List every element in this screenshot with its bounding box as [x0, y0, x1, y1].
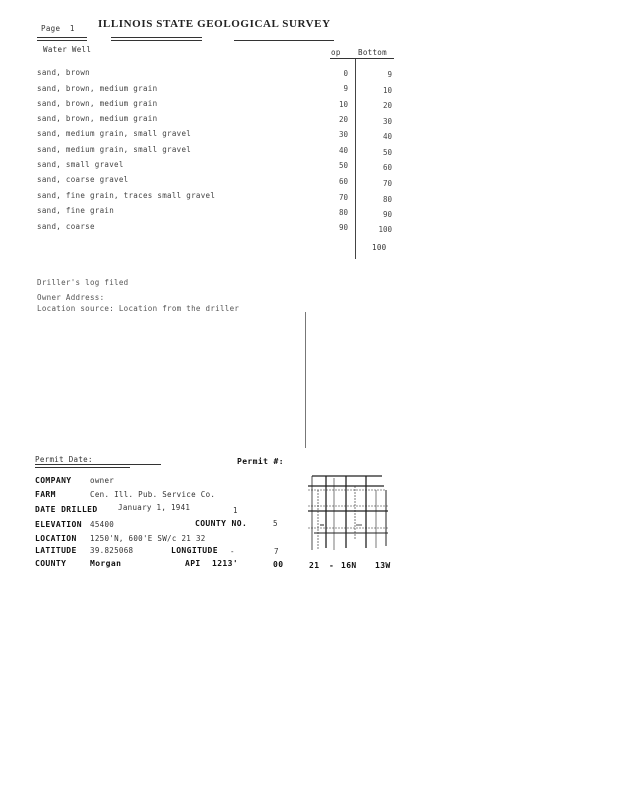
strata-bottom: 80 [382, 195, 392, 204]
longitude-value: - [230, 547, 235, 556]
drillers-log-note: Driller's log filed [37, 278, 129, 287]
farm-label: FARM [35, 490, 56, 499]
date-drilled-label: DATE DRILLED [35, 505, 98, 514]
strata-top: 80 [338, 208, 348, 217]
date-drilled-value: January 1, 1941 [118, 503, 191, 512]
elevation-label: ELEVATION [35, 520, 82, 529]
page-label: Page 1 [41, 24, 75, 33]
strata-bottom: 50 [382, 148, 392, 157]
company-label: COMPANY [35, 476, 72, 485]
strata-desc: sand, coarse [37, 222, 95, 231]
strata-top: 60 [338, 177, 348, 186]
well-type: Water Well [43, 45, 92, 54]
section-dash: - [329, 561, 335, 570]
strata-top: 30 [338, 130, 348, 139]
strata-bottom: 20 [382, 101, 392, 110]
strata-top: 70 [338, 193, 348, 202]
strata-bottom: 10 [382, 86, 392, 95]
location-label: LOCATION [35, 534, 77, 543]
county-label: COUNTY [35, 559, 67, 568]
location-value: 1250'N, 600'E SW/c 21 32 [90, 534, 206, 543]
range: 13W [375, 561, 391, 570]
api-label: API [185, 559, 201, 568]
strata-desc: sand, medium grain, small gravel [37, 129, 192, 138]
strata-top: 90 [338, 223, 348, 232]
latitude-value: 39.825068 [90, 546, 134, 555]
strata-desc: sand, small gravel [37, 160, 124, 169]
latitude-label: LATITUDE [35, 546, 77, 555]
strata-desc: sand, brown, medium grain [37, 114, 158, 123]
column-header-rule [330, 58, 394, 59]
location-source-note: Location source: Location from the driller [37, 304, 240, 313]
page-number: 1 [69, 24, 75, 33]
farm-value: Cen. Ill. Pub. Service Co. [90, 490, 216, 499]
owner-address-note: Owner Address: [37, 293, 105, 302]
section-location-map [306, 470, 398, 552]
strata-bottom: 9 [387, 70, 392, 79]
permit-date-label: Permit Date: [35, 455, 93, 464]
strata-top: 20 [338, 115, 348, 124]
strata-top: 10 [338, 100, 348, 109]
strata-desc: sand, coarse gravel [37, 175, 129, 184]
column-divider-lower [305, 312, 306, 448]
strata-bottom: 70 [382, 179, 392, 188]
strata-bottom: 100 [378, 225, 392, 234]
township: 16N [341, 561, 357, 570]
permit-number-label: Permit #: [237, 457, 284, 466]
strata-top: 50 [338, 161, 348, 170]
api-suffix: 00 [273, 560, 284, 569]
column-divider [355, 59, 356, 259]
api-value: 1213' [212, 559, 239, 568]
section-grid-svg [306, 470, 398, 552]
strata-desc: sand, medium grain, small gravel [37, 145, 192, 154]
column-bottom-header: Bottom [358, 48, 387, 57]
column-top-header: op [331, 48, 341, 57]
strata-bottom: 90 [382, 210, 392, 219]
section-number: 21 [309, 561, 320, 570]
strata-bottom: 60 [382, 163, 392, 172]
strata-top: 40 [338, 146, 348, 155]
agency-title: ILLINOIS STATE GEOLOGICAL SURVEY [98, 18, 331, 30]
longitude-label: LONGITUDE [171, 546, 218, 555]
strata-bottom: 30 [382, 117, 392, 126]
county-value: Morgan [90, 559, 122, 568]
county-number-label: COUNTY NO. [195, 519, 248, 528]
strata-top: 0 [343, 69, 348, 78]
elevation-value: 45400 [90, 520, 115, 529]
permit-date-rule [35, 464, 161, 465]
date-drilled-number: 1 [233, 506, 238, 515]
header-rule-left [37, 37, 87, 38]
header-rule-left-2 [37, 40, 87, 41]
total-depth: 100 [372, 243, 387, 252]
header-rule-right [234, 40, 334, 41]
header-rule-mid [111, 37, 202, 38]
strata-desc: sand, brown [37, 68, 90, 77]
header-rule-mid-2 [111, 40, 202, 41]
county-number-value: 5 [273, 519, 278, 528]
permit-date-rule-2 [35, 467, 130, 468]
strata-desc: sand, fine grain, traces small gravel [37, 191, 216, 200]
longitude-number: 7 [274, 547, 279, 556]
strata-desc: sand, brown, medium grain [37, 99, 158, 108]
company-value: owner [90, 476, 115, 485]
strata-bottom: 40 [382, 132, 392, 141]
strata-top: 9 [343, 84, 348, 93]
strata-desc: sand, brown, medium grain [37, 84, 158, 93]
strata-desc: sand, fine grain [37, 206, 115, 215]
